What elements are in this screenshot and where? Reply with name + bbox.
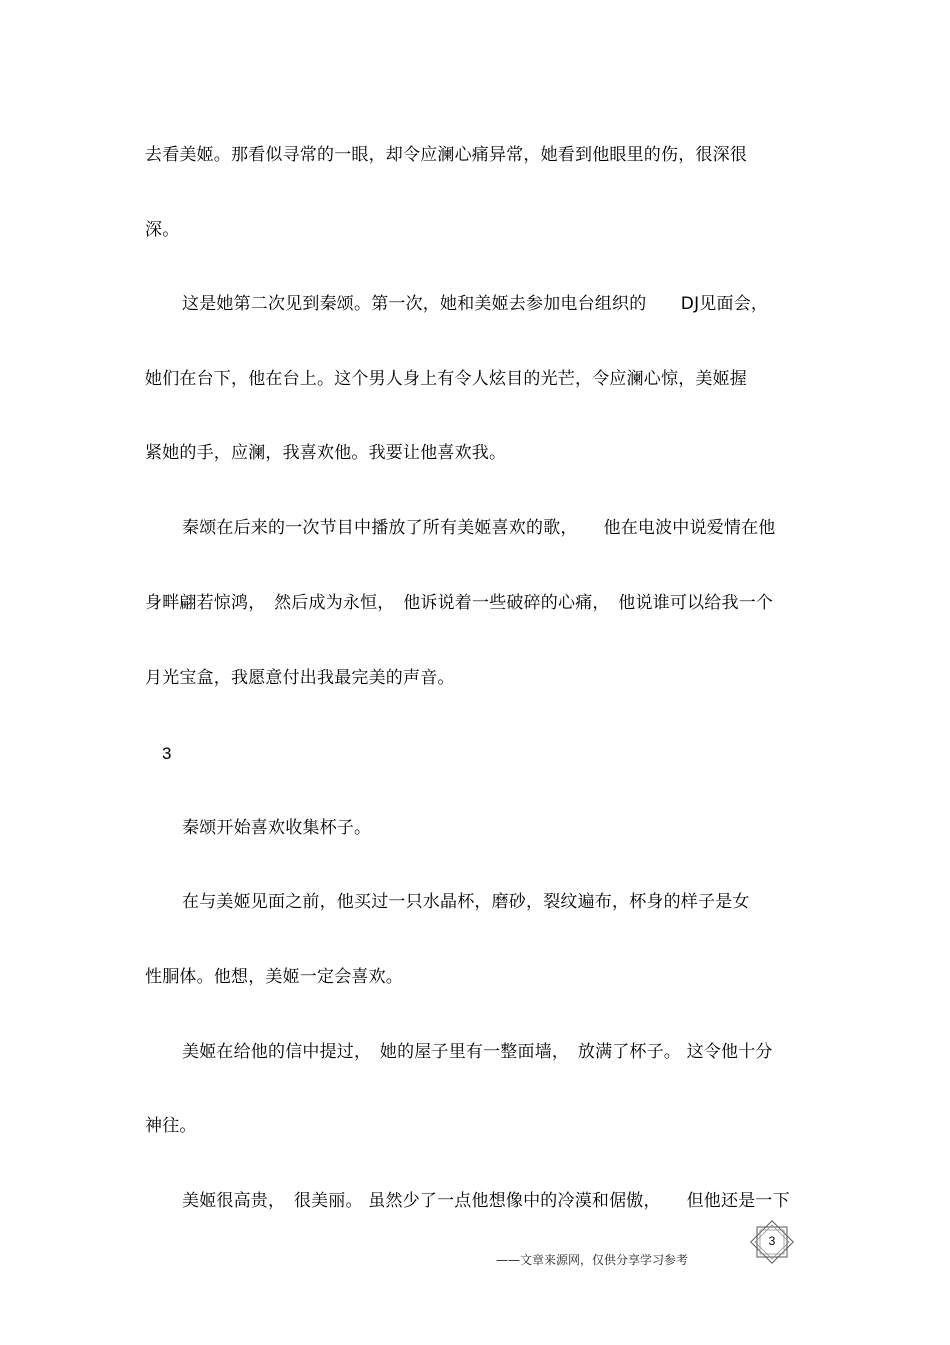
text-line-9: 秦颂开始喜欢收集杯子。 [182, 818, 372, 838]
page-number-badge [748, 1218, 796, 1266]
text-line-12: 美姬在给他的信中提过， 她的屋子里有一整面墙， 放满了杯子。 这令他十分 [182, 1042, 773, 1062]
text-line-4: 她们在台下，他在台上。这个男人身上有令人炫目的光芒，令应澜心惊，美姬握 [145, 369, 747, 389]
text-line-7: 身畔翩若惊鸿， 然后成为永恒， 他诉说着一些破碎的心痛， 他说谁可以给我一个 [145, 593, 774, 613]
text-line-6: 秦颂在后来的一次节目中播放了所有美姬喜欢的歌， 他在电波中说爱情在他 [182, 518, 776, 538]
text-line-10: 在与美姬见面之前，他买过一只水晶杯，磨砂，裂纹遍布，杯身的样子是女 [182, 892, 750, 912]
text-line-2: 深。 [145, 220, 180, 240]
section-number: 3 [162, 744, 172, 763]
text-line-11: 性胴体。他想，美姬一定会喜欢。 [145, 967, 403, 987]
text-line-1: 去看美姬。那看似寻常的一眼，却令应澜心痛异常，她看到他眼里的伤，很深很 [145, 145, 747, 165]
page-number: 3 [768, 1234, 776, 1248]
text-line-14: 美姬很高贵， 很美丽。 虽然少了一点他想像中的冷漠和倨傲， 但他还是一下 [182, 1191, 790, 1211]
text-line-5: 紧她的手，应澜，我喜欢他。我要让他喜欢我。 [145, 443, 507, 463]
footer-source-note: ——文章来源网，仅供分享学习参考 [496, 1253, 689, 1267]
text-line-3: 这是她第二次见到秦颂。第一次，她和美姬去参加电台组织的 DJ见面会， [182, 294, 769, 314]
text-line-8: 月光宝盒，我愿意付出我最完美的声音。 [145, 668, 455, 688]
text-line-13: 神往。 [145, 1116, 197, 1136]
